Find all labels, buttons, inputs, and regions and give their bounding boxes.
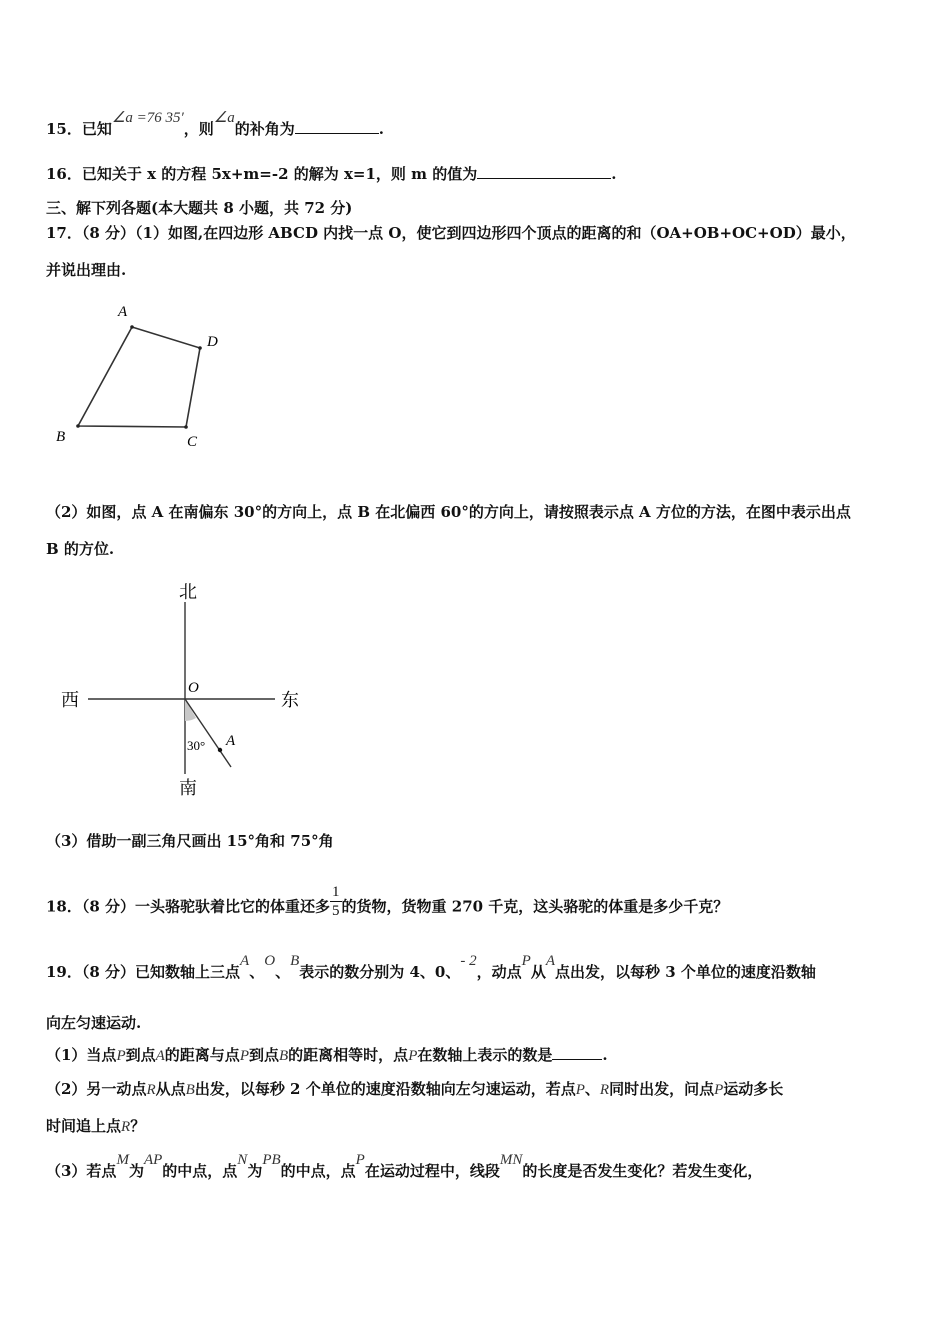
q16-answer-blank[interactable]: [477, 164, 611, 179]
label-a: A: [118, 304, 128, 320]
q19p2-r: R: [146, 1082, 156, 1098]
label-angle: 30°: [187, 738, 206, 753]
q19p3-n: N: [237, 1152, 248, 1168]
point-a: [218, 748, 222, 752]
q17-line2: 并说出理由.: [46, 261, 127, 279]
fraction-numerator: 1: [332, 884, 340, 900]
q19-point-a2: A: [545, 953, 555, 969]
q19-pre: 19．（8 分）已知数轴上三点: [46, 963, 241, 981]
q19p1-text: 到点: [125, 1046, 156, 1064]
q19-mid: 表示的数分别为 4、0、: [299, 963, 461, 981]
q15-angle-symbol: ∠a: [213, 110, 235, 126]
q19p1-text: 到点: [248, 1046, 279, 1064]
q19p2-b: B: [185, 1082, 195, 1098]
q19p3-text: 为: [247, 1162, 263, 1180]
q19-neg2: - 2: [460, 953, 477, 969]
question-15: [46, 110, 384, 139]
q19p3-p: P: [355, 1152, 365, 1168]
q15-answer-blank[interactable]: [295, 119, 379, 134]
q18-post: 的货物，货物重 270 千克，这头骆驼的体重是多少千克？: [341, 897, 729, 916]
q17-part3: （3）借助一副三角尺画出 15°角和 75°角: [46, 832, 334, 850]
q19p1-text: （1）当点: [46, 1046, 117, 1064]
q19p1-a: A: [155, 1048, 165, 1064]
label-south: 南: [179, 778, 197, 798]
q19p3-text: 的长度是否发生变化？若发生变化，: [522, 1162, 763, 1180]
q19p2-text: ？: [130, 1117, 146, 1135]
q19p1-text: 在数轴上表示的数是: [417, 1046, 553, 1064]
q19-point-o: O: [264, 953, 276, 969]
quadrilateral-figure: [50, 298, 230, 456]
q19p2-text: 运动多长: [723, 1080, 784, 1098]
label-d: D: [207, 334, 218, 350]
q19p2-text: 同时出发，问点: [609, 1080, 715, 1098]
section-3-title: 三、解下列各题(本大题共 8 小题，共 72 分): [46, 199, 353, 217]
q19p1-text: 的距离与点: [164, 1046, 240, 1064]
label-west: 西: [61, 690, 79, 710]
q19-tail: 点出发，以每秒 3 个单位的速度沿数轴: [555, 963, 816, 981]
label-origin: O: [188, 680, 199, 696]
q17-part2-line1: （2）如图，点 A 在南偏东 30°的方向上，点 B 在北偏西 60°的方向上，请按照表示点 A 方位的方法，在图中表示出点: [46, 503, 851, 521]
q19-sep: 、: [275, 963, 291, 981]
q19p3-text: 在运动过程中，线段: [364, 1162, 500, 1180]
vertex-b: [76, 424, 80, 428]
fraction-denominator: 5: [332, 903, 340, 919]
q19-point-b: B: [290, 953, 300, 969]
q19p2-r: R: [599, 1082, 610, 1098]
label-north: 北: [179, 582, 197, 602]
label-east: 东: [281, 690, 299, 710]
q19p1-b: B: [279, 1048, 289, 1064]
q18-pre: 18．（8 分）一头骆驼驮着比它的体重还多: [46, 897, 331, 916]
q17-part2-line2: B 的方位.: [46, 540, 115, 558]
q19p2-text: 、: [584, 1080, 600, 1098]
q19p3-ap: AP: [143, 1152, 163, 1168]
q19p1-p: P: [408, 1048, 418, 1064]
q19p3-mn: MN: [499, 1152, 523, 1168]
q19p2-text: 出发，以每秒 2 个单位的速度沿数轴向左匀速运动，若点: [194, 1080, 576, 1098]
q19-part2-line2: [46, 1115, 145, 1136]
q19p3-text: 的中点，点: [162, 1162, 238, 1180]
quadrilateral-abcd: [78, 327, 200, 427]
q19p3-pb: PB: [262, 1152, 281, 1168]
q19p2-text: 时间追上点: [46, 1117, 122, 1135]
q19-mid2: ，动点: [476, 963, 522, 981]
q15-mid: ，则: [183, 120, 214, 138]
ray-oa: [185, 699, 231, 767]
q15-angle-formula: ∠a =76 35′: [111, 110, 184, 126]
question-18: [46, 884, 729, 926]
vertex-a: [130, 325, 134, 329]
q19p3-text: 为: [128, 1162, 144, 1180]
label-c: C: [187, 434, 198, 450]
q19p1-answer-blank[interactable]: [552, 1045, 602, 1060]
q19p3-text: 的中点，点: [280, 1162, 356, 1180]
q16-end: .: [611, 165, 617, 183]
q19p1-end: .: [602, 1046, 608, 1064]
q17-line1: 17．（8 分）（1）如图,在四边形 ABCD 内找一点 O，使它到四边形四个顶点的距离的和（OA+OB+OC+OD）最小，: [46, 224, 856, 242]
q19p2-r: R: [121, 1119, 131, 1135]
q19p2-text: （2）另一动点: [46, 1080, 147, 1098]
q19-point-a: A: [240, 953, 250, 969]
label-point-a: A: [226, 733, 236, 749]
q19p3-text: （3）若点: [46, 1162, 117, 1180]
q19-part2: [46, 1078, 783, 1099]
q19p2-p: P: [714, 1082, 724, 1098]
q19-point-p: P: [521, 953, 531, 969]
q15-end: .: [378, 120, 384, 138]
compass-figure: [55, 578, 315, 802]
q19-part3: [46, 1152, 763, 1181]
q19-from: 从: [530, 963, 546, 981]
q19-part1: [46, 1044, 608, 1065]
q15-tail: 的补角为: [234, 120, 295, 138]
q16-text: 16．已知关于 x 的方程 5x+m=-2 的解为 x=1，则 m 的值为: [46, 165, 478, 183]
q19p2-p: P: [575, 1082, 585, 1098]
q19-sep: 、: [249, 963, 265, 981]
vertex-d: [198, 346, 202, 350]
q19-line2: 向左匀速运动.: [46, 1014, 142, 1032]
q19p2-text: 从点: [155, 1080, 186, 1098]
question-16: [46, 163, 616, 184]
q19p1-p: P: [239, 1048, 249, 1064]
question-19: [46, 953, 816, 982]
q19p1-text: 的距离相等时，点: [288, 1046, 409, 1064]
vertex-c: [184, 425, 188, 429]
q19p3-m: M: [116, 1152, 129, 1168]
label-b: B: [56, 429, 66, 445]
fraction-one-fifth: [330, 883, 342, 920]
q15-number: 15．已知: [46, 120, 112, 138]
q19p1-p: P: [116, 1048, 126, 1064]
